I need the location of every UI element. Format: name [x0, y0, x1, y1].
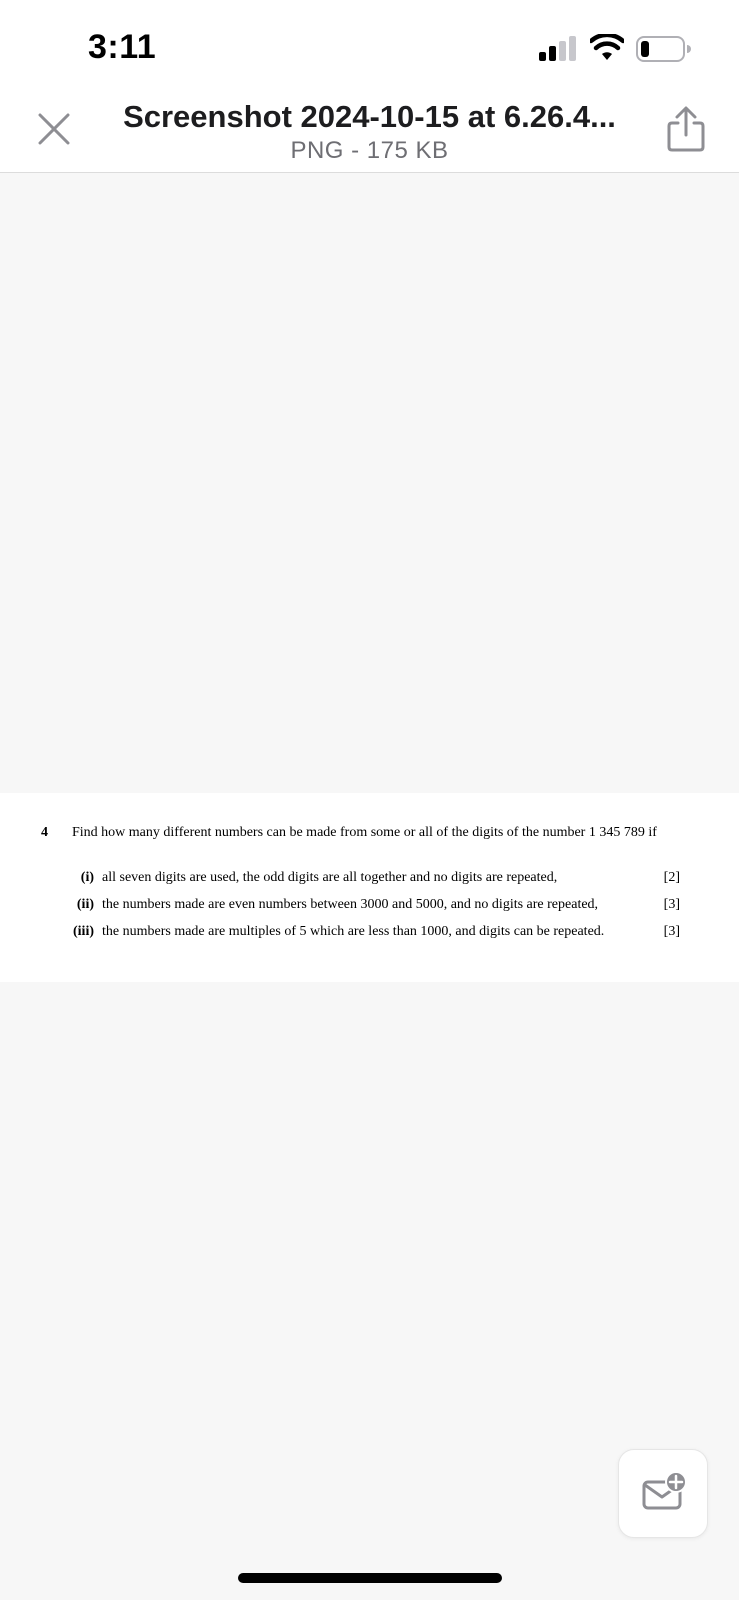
- wifi-icon: [590, 34, 624, 62]
- question-part: [0, 870, 739, 888]
- part-text: the numbers made are multiples of 5 which are less than 1000, and digits can be repeated.: [102, 924, 605, 939]
- question-number: 4: [41, 825, 48, 840]
- part-label: (ii): [76, 897, 94, 912]
- status-time: 3:11: [88, 28, 157, 66]
- document-image: [0, 793, 739, 982]
- question-stem: Find how many different numbers can be made from some or all of the digits of the number 1 345 789 if: [72, 825, 657, 840]
- part-marks: [3]: [663, 924, 680, 939]
- cellular-signal-icon: [539, 36, 577, 62]
- part-label: (iii): [73, 924, 94, 939]
- compose-mail-plus-icon: [642, 1472, 686, 1514]
- viewer-header: [0, 95, 739, 173]
- close-icon[interactable]: [32, 107, 76, 151]
- home-indicator[interactable]: [238, 1573, 502, 1583]
- share-icon[interactable]: [664, 105, 708, 153]
- part-text: all seven digits are used, the odd digits are all together and no digits are repeated,: [102, 870, 558, 885]
- battery-icon: [636, 35, 692, 63]
- file-title: Screenshot 2024-10-15 at 6.26.4...: [123, 99, 616, 134]
- part-label: (i): [80, 870, 94, 885]
- part-text: the numbers made are even numbers between 3000 and 5000, and no digits are repeated,: [102, 897, 599, 912]
- compose-mail-button[interactable]: [618, 1449, 708, 1538]
- question-part: [0, 924, 739, 942]
- file-info: PNG - 175 KB: [290, 137, 449, 164]
- part-marks: [2]: [663, 870, 680, 885]
- part-marks: [3]: [663, 897, 680, 912]
- question-part: [0, 897, 739, 915]
- status-bar: [0, 0, 739, 95]
